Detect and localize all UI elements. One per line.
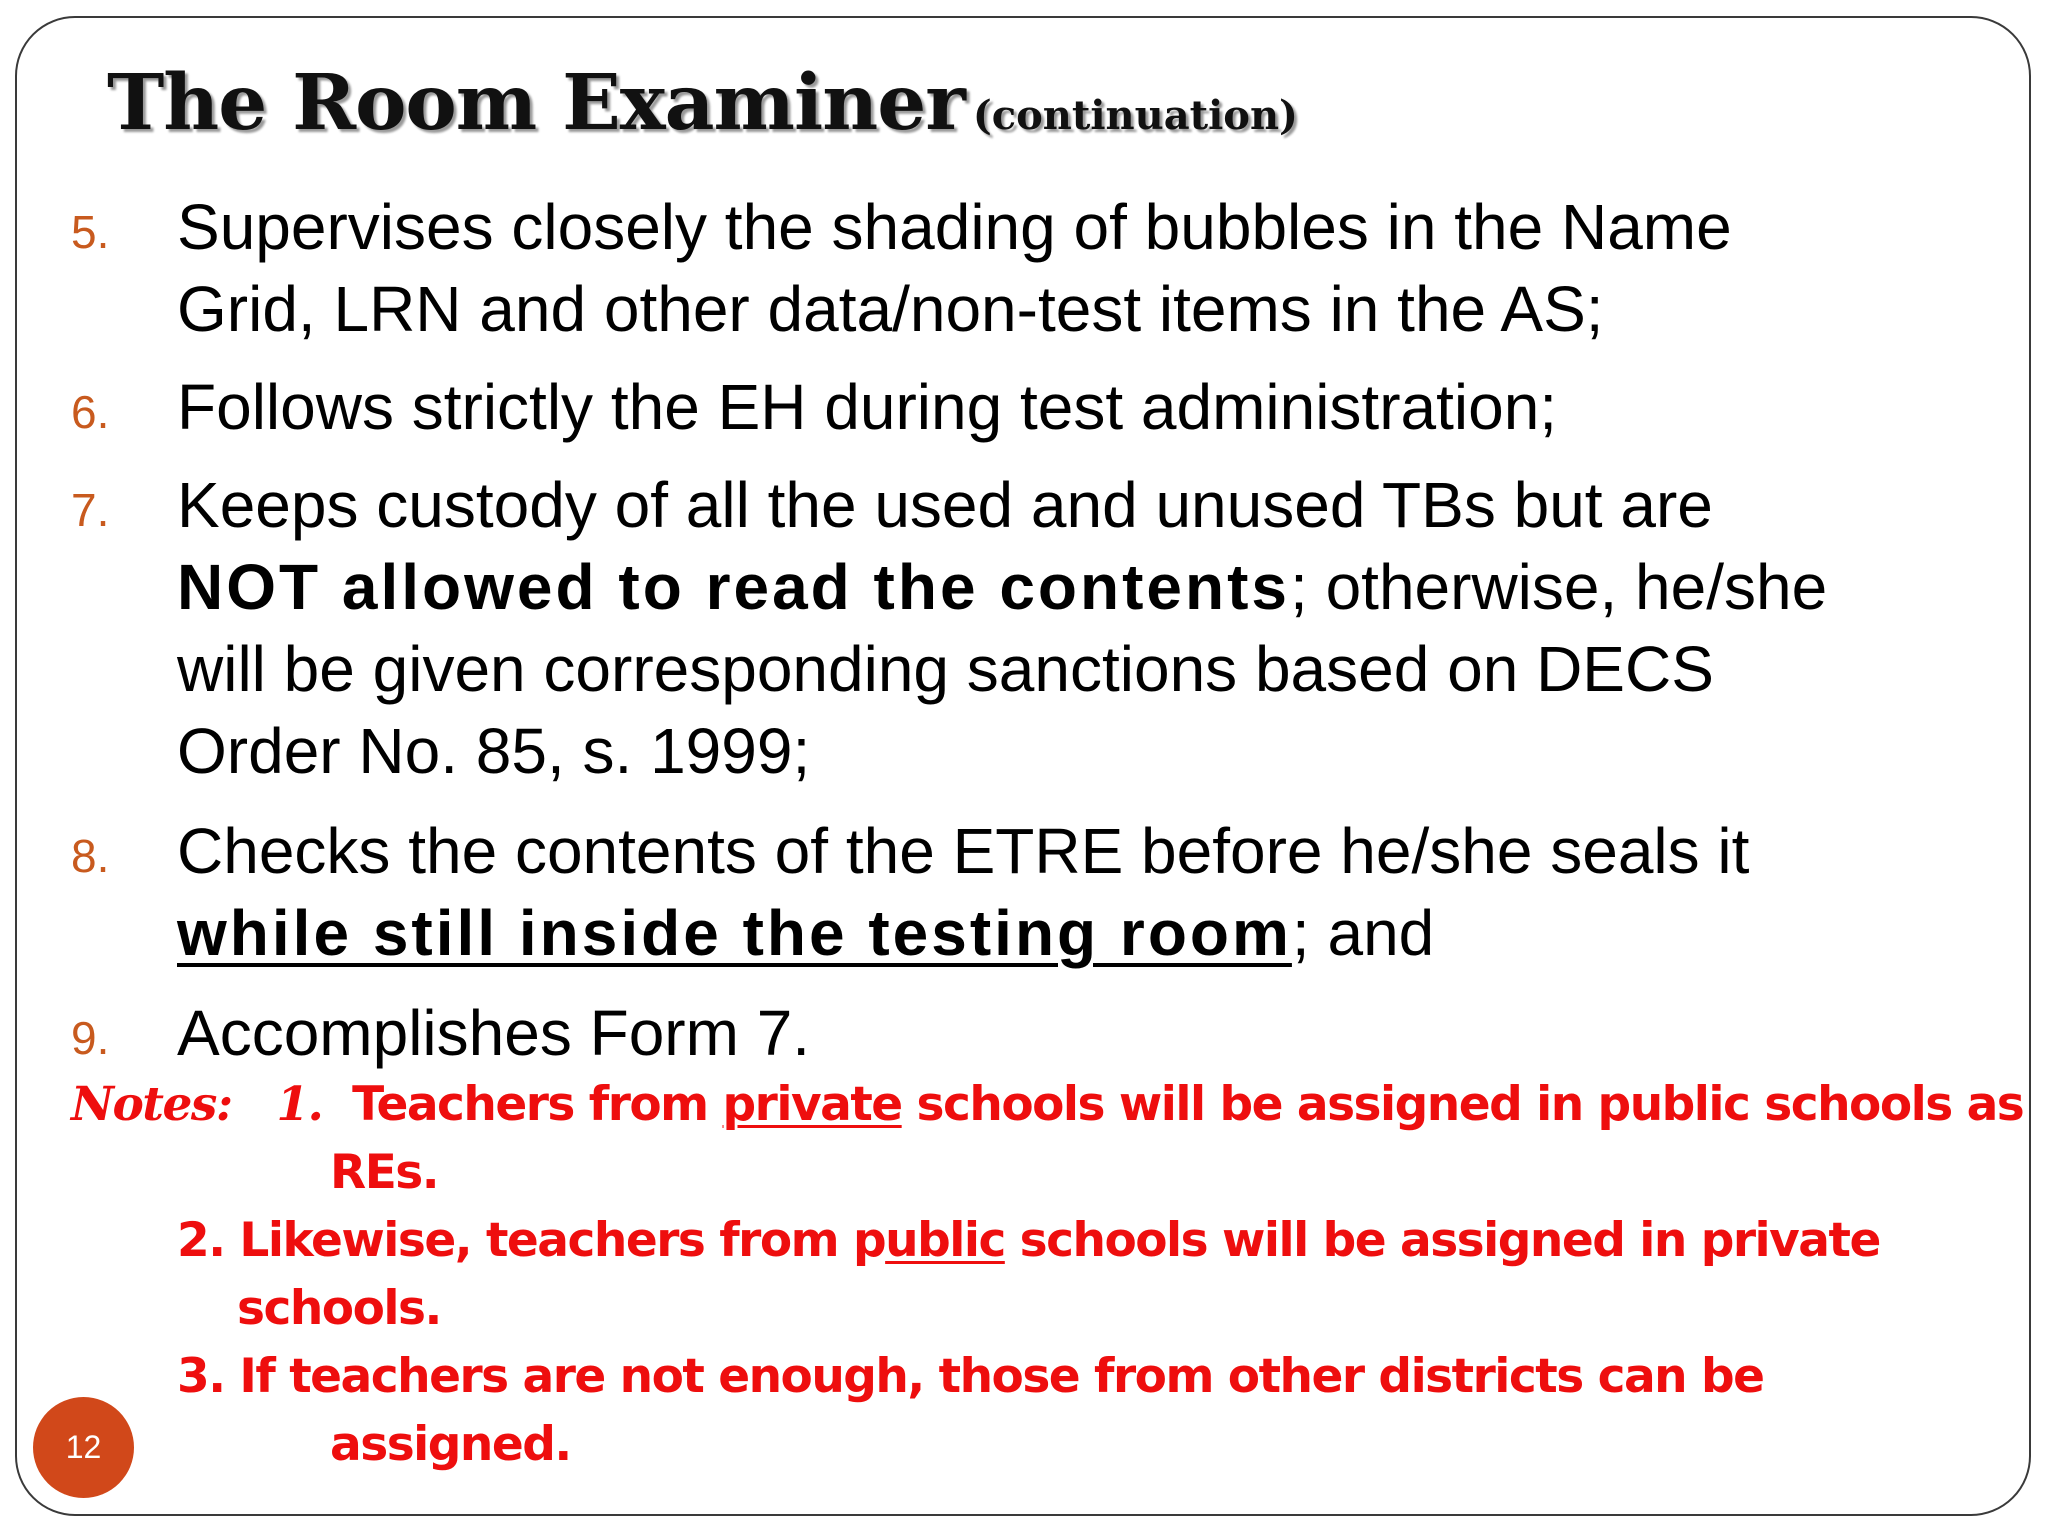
- list-text: [177, 550, 1827, 624]
- list-text: Follows strictly the EH during test administration;: [177, 371, 1558, 443]
- page-number-badge: 12: [33, 1397, 134, 1498]
- emphasis-text: NOT allowed to read the contents: [177, 551, 1290, 623]
- note-number: 1.: [276, 1077, 323, 1132]
- note-underlined: private: [722, 1077, 902, 1132]
- list-text: Grid, LRN and other data/non-test items in the AS;: [177, 273, 1604, 345]
- note-2-continued: schools.: [237, 1281, 441, 1336]
- list-number: 9.: [71, 1012, 110, 1064]
- notes-label: Notes:: [71, 1077, 232, 1132]
- note-underlined: ublic: [885, 1213, 1005, 1268]
- note-3-continued: assigned.: [330, 1417, 571, 1472]
- note-1: [71, 1077, 2023, 1132]
- title-subtitle: (continuation): [972, 92, 1298, 139]
- list-text: Accomplishes Form 7.: [177, 997, 811, 1069]
- slide-title: [107, 58, 1298, 148]
- list-number: 8.: [71, 830, 110, 882]
- list-number: 7.: [71, 484, 110, 536]
- list-text-rest: ; otherwise, he/she: [1290, 551, 1828, 623]
- note-text: Teachers from: [352, 1077, 723, 1132]
- emphasis-underlined-text: while still inside the testing room: [177, 897, 1292, 969]
- note-3: 3. If teachers are not enough, those from other districts can be: [177, 1349, 1764, 1404]
- list-text: Keeps custody of all the used and unused TBs but are: [177, 469, 1713, 541]
- title-main: The Room Examiner: [107, 58, 965, 148]
- list-number: 5.: [71, 206, 110, 258]
- list-number: 6.: [71, 386, 110, 438]
- list-text: [177, 896, 1434, 970]
- list-text: Supervises closely the shading of bubbles in the Name: [177, 191, 1732, 263]
- list-text: Checks the contents of the ETRE before he/she seals it: [177, 815, 1750, 887]
- note-text: schools will be assigned in private: [1004, 1213, 1880, 1268]
- note-1-continued: REs.: [330, 1145, 439, 1200]
- note-2: [177, 1213, 1880, 1268]
- note-text: schools will be assigned in public schools as: [901, 1077, 2024, 1132]
- list-text: Order No. 85, s. 1999;: [177, 715, 811, 787]
- list-text: will be given corresponding sanctions based on DECS: [177, 633, 1714, 705]
- note-text: 2. Likewise, teachers from p: [177, 1213, 886, 1268]
- list-text-rest: ; and: [1291, 897, 1435, 969]
